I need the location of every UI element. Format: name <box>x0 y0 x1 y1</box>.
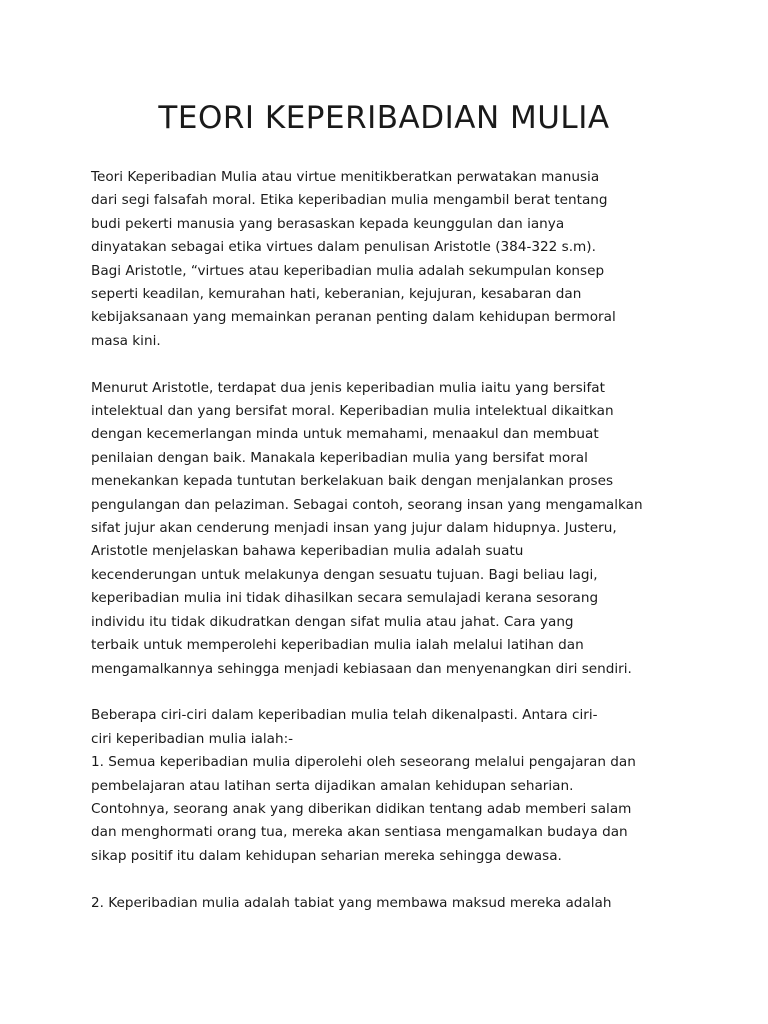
text-line: pengulangan dan pelaziman. Sebagai contoh, seorang insan yang mengamalkan <box>91 496 643 513</box>
text-line: intelektual dan yang bersifat moral. Keperibadian mulia intelektual dikaitkan <box>91 403 614 420</box>
text-line: individu itu tidak dikudratkan dengan sifat mulia atau jahat. Cara yang <box>91 613 574 630</box>
text-line: kebijaksanaan yang memainkan peranan penting dalam kehidupan bermoral <box>91 309 616 326</box>
text-line: keperibadian mulia ini tidak dihasilkan secara semulajadi kerana sesorang <box>91 590 599 607</box>
text-line: Beberapa ciri-ciri dalam keperibadian mulia telah dikenalpasti. Antara ciri- <box>91 707 598 724</box>
text-line: dinyatakan sebagai etika virtues dalam penulisan Aristotle (384-322 s.m). <box>91 239 596 256</box>
paragraph-3 <box>91 704 691 868</box>
text-line: pembelajaran atau latihan serta dijadikan amalan kehidupan seharian. <box>91 777 574 794</box>
text-line: dengan kecemerlangan minda untuk memahami, menaakul dan membuat <box>91 426 599 443</box>
text-line: Teori Keperibadian Mulia atau virtue menitikberatkan perwatakan manusia <box>91 169 600 185</box>
text-line: Menurut Aristotle, terdapat dua jenis keperibadian mulia iaitu yang bersifat <box>91 379 605 396</box>
paragraph-2 <box>91 377 691 681</box>
text-line: budi pekerti manusia yang berasaskan kepada keunggulan dan ianya <box>91 215 565 232</box>
text-line: 2. Keperibadian mulia adalah tabiat yang membawa maksud mereka adalah <box>91 894 612 911</box>
document-title: TEORI KEPERIBADIAN MULIA <box>158 100 610 136</box>
text-line: kecenderungan untuk melakunya dengan sesuatu tujuan. Bagi beliau lagi, <box>91 566 598 583</box>
text-line: dari segi falsafah moral. Etika keperibadian mulia mengambil berat tentang <box>91 192 608 209</box>
text-line: Contohnya, seorang anak yang diberikan didikan tentang adab memberi salam <box>91 800 632 817</box>
text-line: sifat jujur akan cenderung menjadi insan yang jujur dalam hidupnya. Justeru, <box>91 520 617 537</box>
text-line: Aristotle menjelaskan bahawa keperibadian mulia adalah suatu <box>91 543 524 560</box>
paragraph-1 <box>91 166 691 353</box>
text-line: ciri keperibadian mulia ialah:- <box>91 730 294 747</box>
document-body <box>91 166 691 938</box>
text-line: sikap positif itu dalam kehidupan seharian mereka sehingga dewasa. <box>91 847 562 864</box>
paragraph-4 <box>91 892 691 915</box>
text-line: terbaik untuk memperolehi keperibadian mulia ialah melalui latihan dan <box>91 637 584 654</box>
text-line: masa kini. <box>91 332 161 349</box>
text-line: seperti keadilan, kemurahan hati, keberanian, kejujuran, kesabaran dan <box>91 286 582 303</box>
text-line: Bagi Aristotle, “virtues atau keperibadian mulia adalah sekumpulan konsep <box>91 262 605 279</box>
text-line: menekankan kepada tuntutan berkelakuan baik dengan menjalankan proses <box>91 473 614 490</box>
text-line: 1. Semua keperibadian mulia diperolehi oleh seseorang melalui pengajaran dan <box>91 754 636 771</box>
text-line: dan menghormati orang tua, mereka akan sentiasa mengamalkan budaya dan <box>91 824 628 841</box>
text-line: mengamalkannya sehingga menjadi kebiasaan dan menyenangkan diri sendiri. <box>91 660 632 677</box>
text-line: penilaian dengan baik. Manakala keperibadian mulia yang bersifat moral <box>91 449 588 466</box>
